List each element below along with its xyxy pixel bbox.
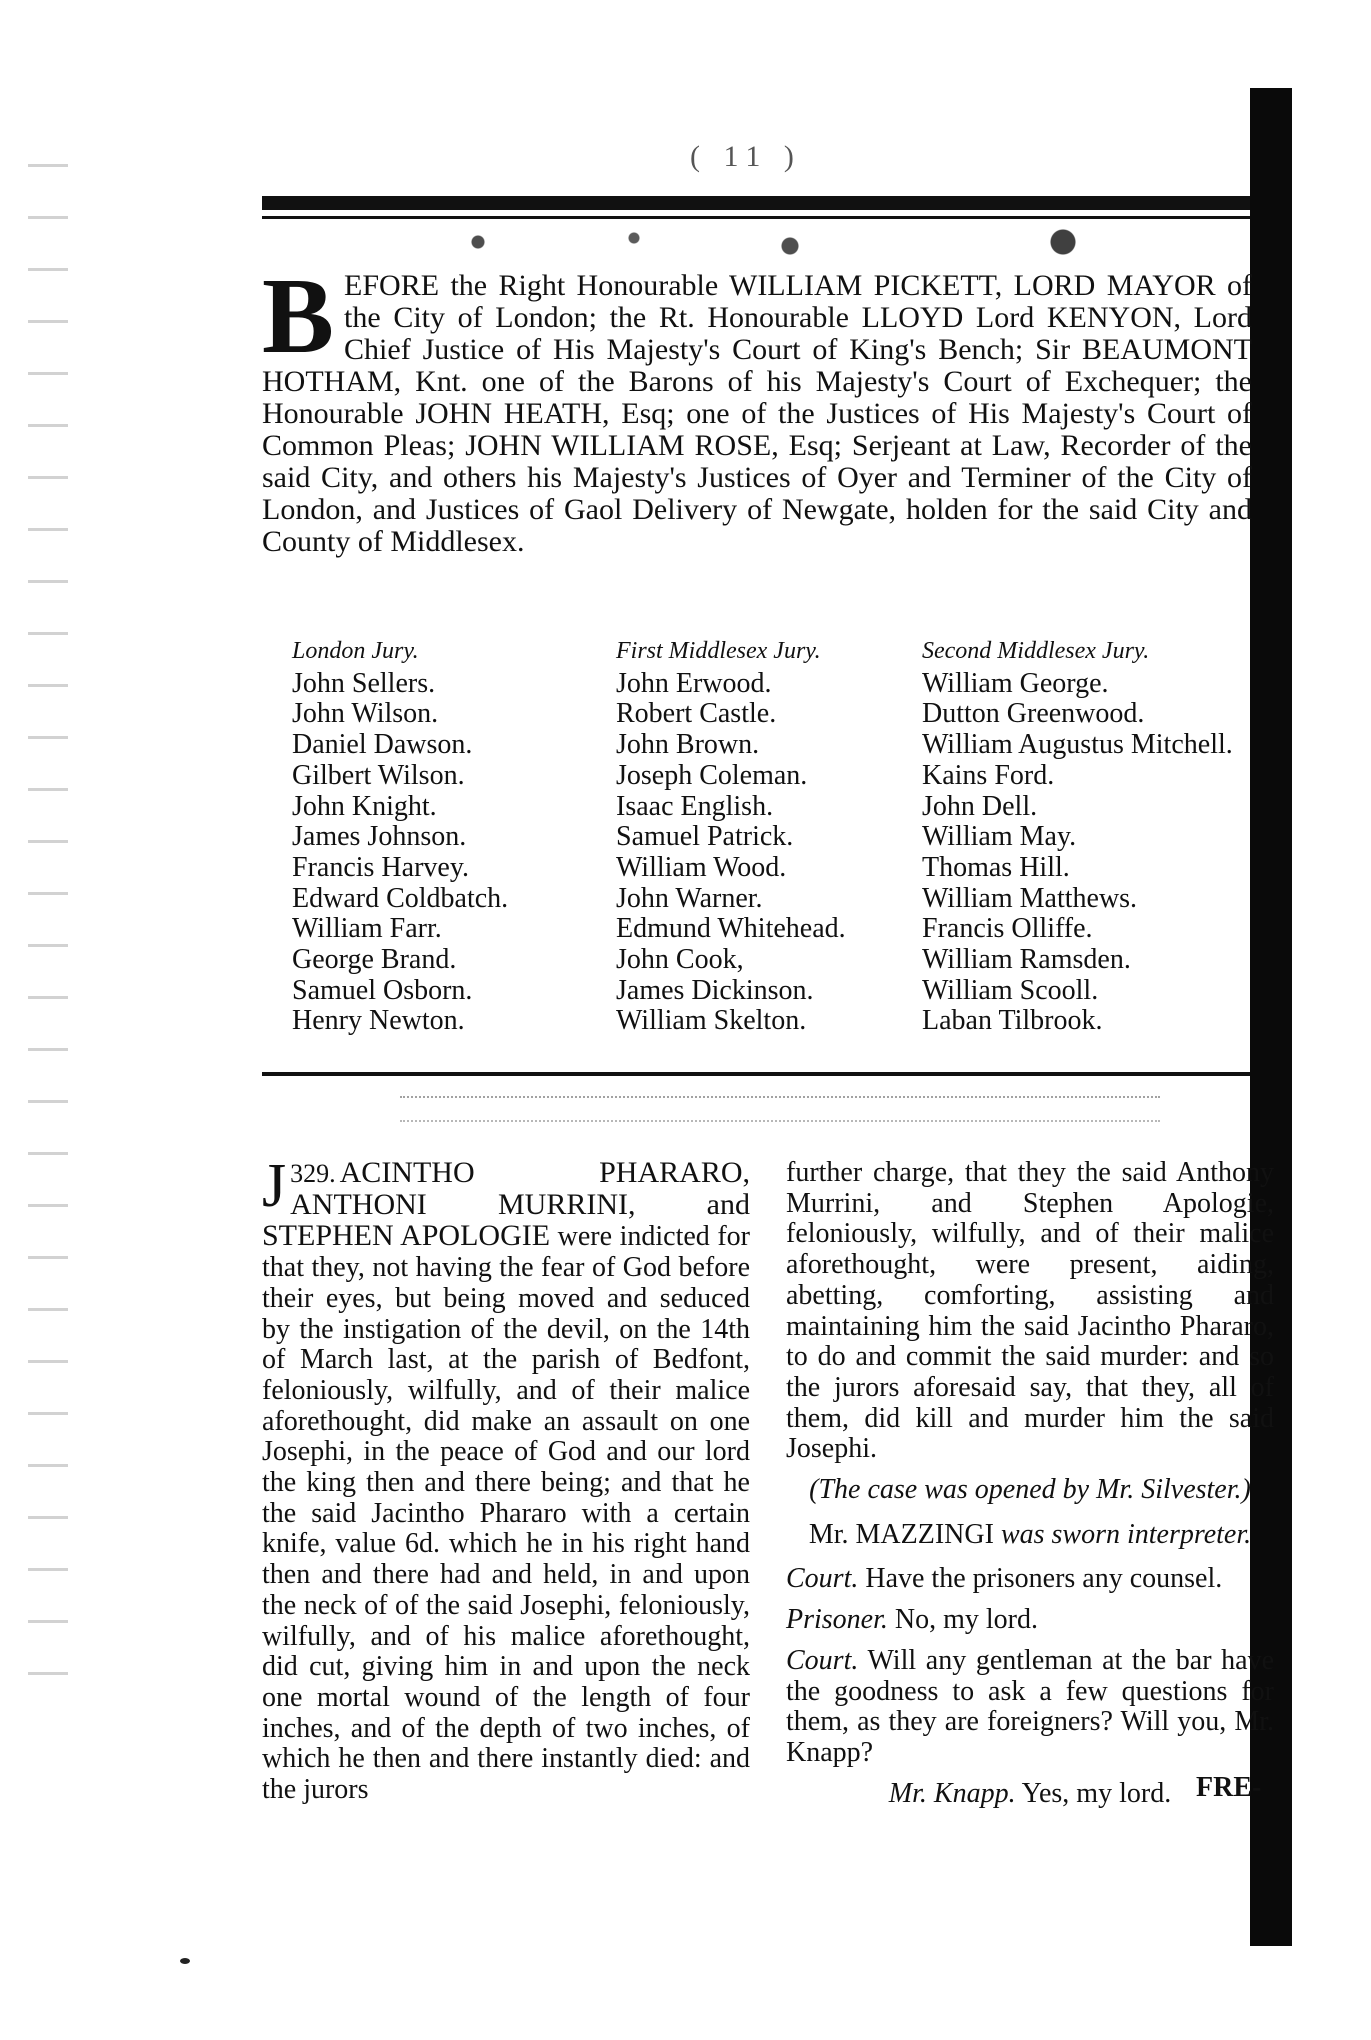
ornament-bleed	[400, 222, 1180, 262]
scan-noise	[28, 140, 68, 1700]
intro-text: EFORE the Right Honourable WILLIAM PICKETT, LORD MAYOR of the City of London; the Rt. Honourable LLOYD Lord KENYON, Lord Chief Justice of His Majesty's Court of King's Bench; Sir BEAUMONT HOTHAM, Knt. one of the Barons of his Majesty's Court of Exchequer; the Honourable JOHN HEATH, Esq; one of the Justices of His Majesty's Court of Common Pleas; JOHN WILLIAM ROSE, Esq; Serjeant at Law, Recorder of the said City, and others his Majesty's Justices of Oyer and Terminer of the City of London, and Justices of Gaol Delivery of Newgate, holden for the said City and County of Middlesex.	[262, 269, 1252, 558]
drop-cap: B	[262, 257, 335, 376]
juror-name: William Scooll.	[922, 974, 1099, 1006]
indictment-continued: further charge, that they the said Anthony Murrini, and Stephen Apologie, feloniously, wilfully, and of their malice aforethought, were present, aiding, abetting, comforting, assisting and maintaining him the said Jacintho Phararo, to do and commit the said murder: and so the jurors aforesaid say, that they, all of them, did kill and murder him the said Josephi.	[786, 1157, 1274, 1465]
juror-name: William Augustus Mitchell.	[922, 729, 1233, 761]
bleed-through-text	[400, 1096, 1160, 1122]
juror-name: John Warner.	[616, 882, 763, 914]
juror-name: John Dell.	[922, 790, 1038, 822]
juror-name: Laban Tilbrook.	[922, 1005, 1103, 1037]
juror-name: George Brand.	[292, 944, 457, 976]
juror-name: James Johnson.	[292, 821, 467, 853]
jury-heading: First Middlesex Jury.	[616, 638, 821, 664]
intro-paragraph	[262, 257, 1252, 558]
jury-heading: Second Middlesex Jury.	[922, 638, 1150, 664]
case-number: 329.	[290, 1159, 336, 1188]
interpreter-note: was sworn interpreter.	[1000, 1518, 1252, 1550]
juror-name: Thomas Hill.	[922, 851, 1070, 883]
juror-name: Kains Ford.	[922, 759, 1055, 791]
speech: No, my lord.	[894, 1604, 1039, 1636]
dialogue-line	[786, 1646, 1274, 1769]
juror-name: Samuel Osborn.	[292, 974, 473, 1006]
defendant-names: ACINTHO PHARARO, ANTHONI MURRINI, and STEPHEN APOLOGIE	[262, 1156, 750, 1253]
jury-heading: London Jury.	[292, 638, 419, 664]
case-opened-note: (The case was opened by Mr. Silvester.)	[809, 1474, 1251, 1506]
interpreter-name: Mr. MAZZINGI	[808, 1518, 994, 1550]
juror-name: William Wood.	[616, 851, 787, 883]
juror-name: William George.	[922, 667, 1109, 699]
case-column-right	[786, 1158, 1274, 1819]
header-rule	[262, 196, 1250, 210]
juror-name: John Erwood.	[616, 667, 772, 699]
speech: Will any gentleman at the bar have the goodness to ask a few questions for them, as they are foreigners? Will you, Mr. Knapp?	[786, 1644, 1275, 1768]
juror-name: Francis Olliffe.	[922, 913, 1093, 945]
juror-name: Dutton Greenwood.	[922, 698, 1145, 730]
indictment-text: were indicted for that they, not having the fear of God before their eyes, but being moved and seduced by the instigation of the devil, on the 14th of March last, at the parish of Bedfont, feloniously, wilfully, and of their malice aforethought, did make an assault on one Josephi, in the peace of God and our lord the king then and there being; and that he the said Jacintho Phararo with a certain knife, value 6d. which he in his right hand then and there had and held, in and upon the neck of of the said Josephi, feloniously, wilfully, and of his malice aforethought, did cut, giving him in and upon the neck one mortal wound of the length of four inches, and of the depth of two inches, of which he then and there instantly died: and the jurors	[262, 1221, 750, 1806]
juror-name: Samuel Patrick.	[616, 821, 794, 853]
juror-name: James Dickinson.	[616, 974, 814, 1006]
page-number: ( 11 )	[690, 140, 802, 173]
case-initial: J	[262, 1152, 287, 1220]
juror-name: John Cook,	[616, 944, 744, 976]
juror-name: Robert Castle.	[616, 698, 777, 730]
jury-list-london	[292, 636, 508, 1037]
section-rule	[262, 1072, 1250, 1076]
speech: Yes, my lord.	[1021, 1777, 1172, 1809]
juror-name: William Skelton.	[616, 1005, 807, 1037]
juror-name: John Sellers.	[292, 667, 436, 699]
juror-name: William May.	[922, 821, 1077, 853]
juror-name: John Knight.	[292, 790, 437, 822]
juror-name: William Farr.	[292, 913, 442, 945]
speaker: Prisoner.	[786, 1604, 888, 1636]
header-rule-thin	[262, 216, 1250, 219]
juror-name: John Wilson.	[292, 698, 439, 730]
juror-name: John Brown.	[616, 729, 760, 761]
juror-name: Daniel Dawson.	[292, 729, 473, 761]
catchword: FRE-	[1196, 1772, 1262, 1803]
ink-speck	[180, 1958, 190, 1964]
juror-name: William Ramsden.	[922, 944, 1131, 976]
dialogue-line	[786, 1605, 1274, 1636]
juror-name: Edward Coldbatch.	[292, 882, 509, 914]
jury-list-first-middlesex	[616, 636, 846, 1037]
interpreter-line	[786, 1520, 1274, 1551]
speaker: Court.	[786, 1644, 859, 1676]
speaker: Court.	[786, 1563, 859, 1595]
juror-name: William Matthews.	[922, 882, 1138, 914]
speech: Have the prisoners any counsel.	[865, 1563, 1223, 1595]
speaker: Mr. Knapp.	[888, 1777, 1016, 1809]
juror-name: Edmund Whitehead.	[616, 913, 846, 945]
juror-name: Isaac English.	[616, 790, 774, 822]
jury-list-second-middlesex	[922, 636, 1233, 1037]
dialogue-line	[786, 1564, 1274, 1595]
juror-name: Henry Newton.	[292, 1005, 465, 1037]
case-column-left	[262, 1152, 750, 1816]
juror-name: Joseph Coleman.	[616, 759, 808, 791]
juror-name: Gilbert Wilson.	[292, 759, 465, 791]
juror-name: Francis Harvey.	[292, 851, 470, 883]
